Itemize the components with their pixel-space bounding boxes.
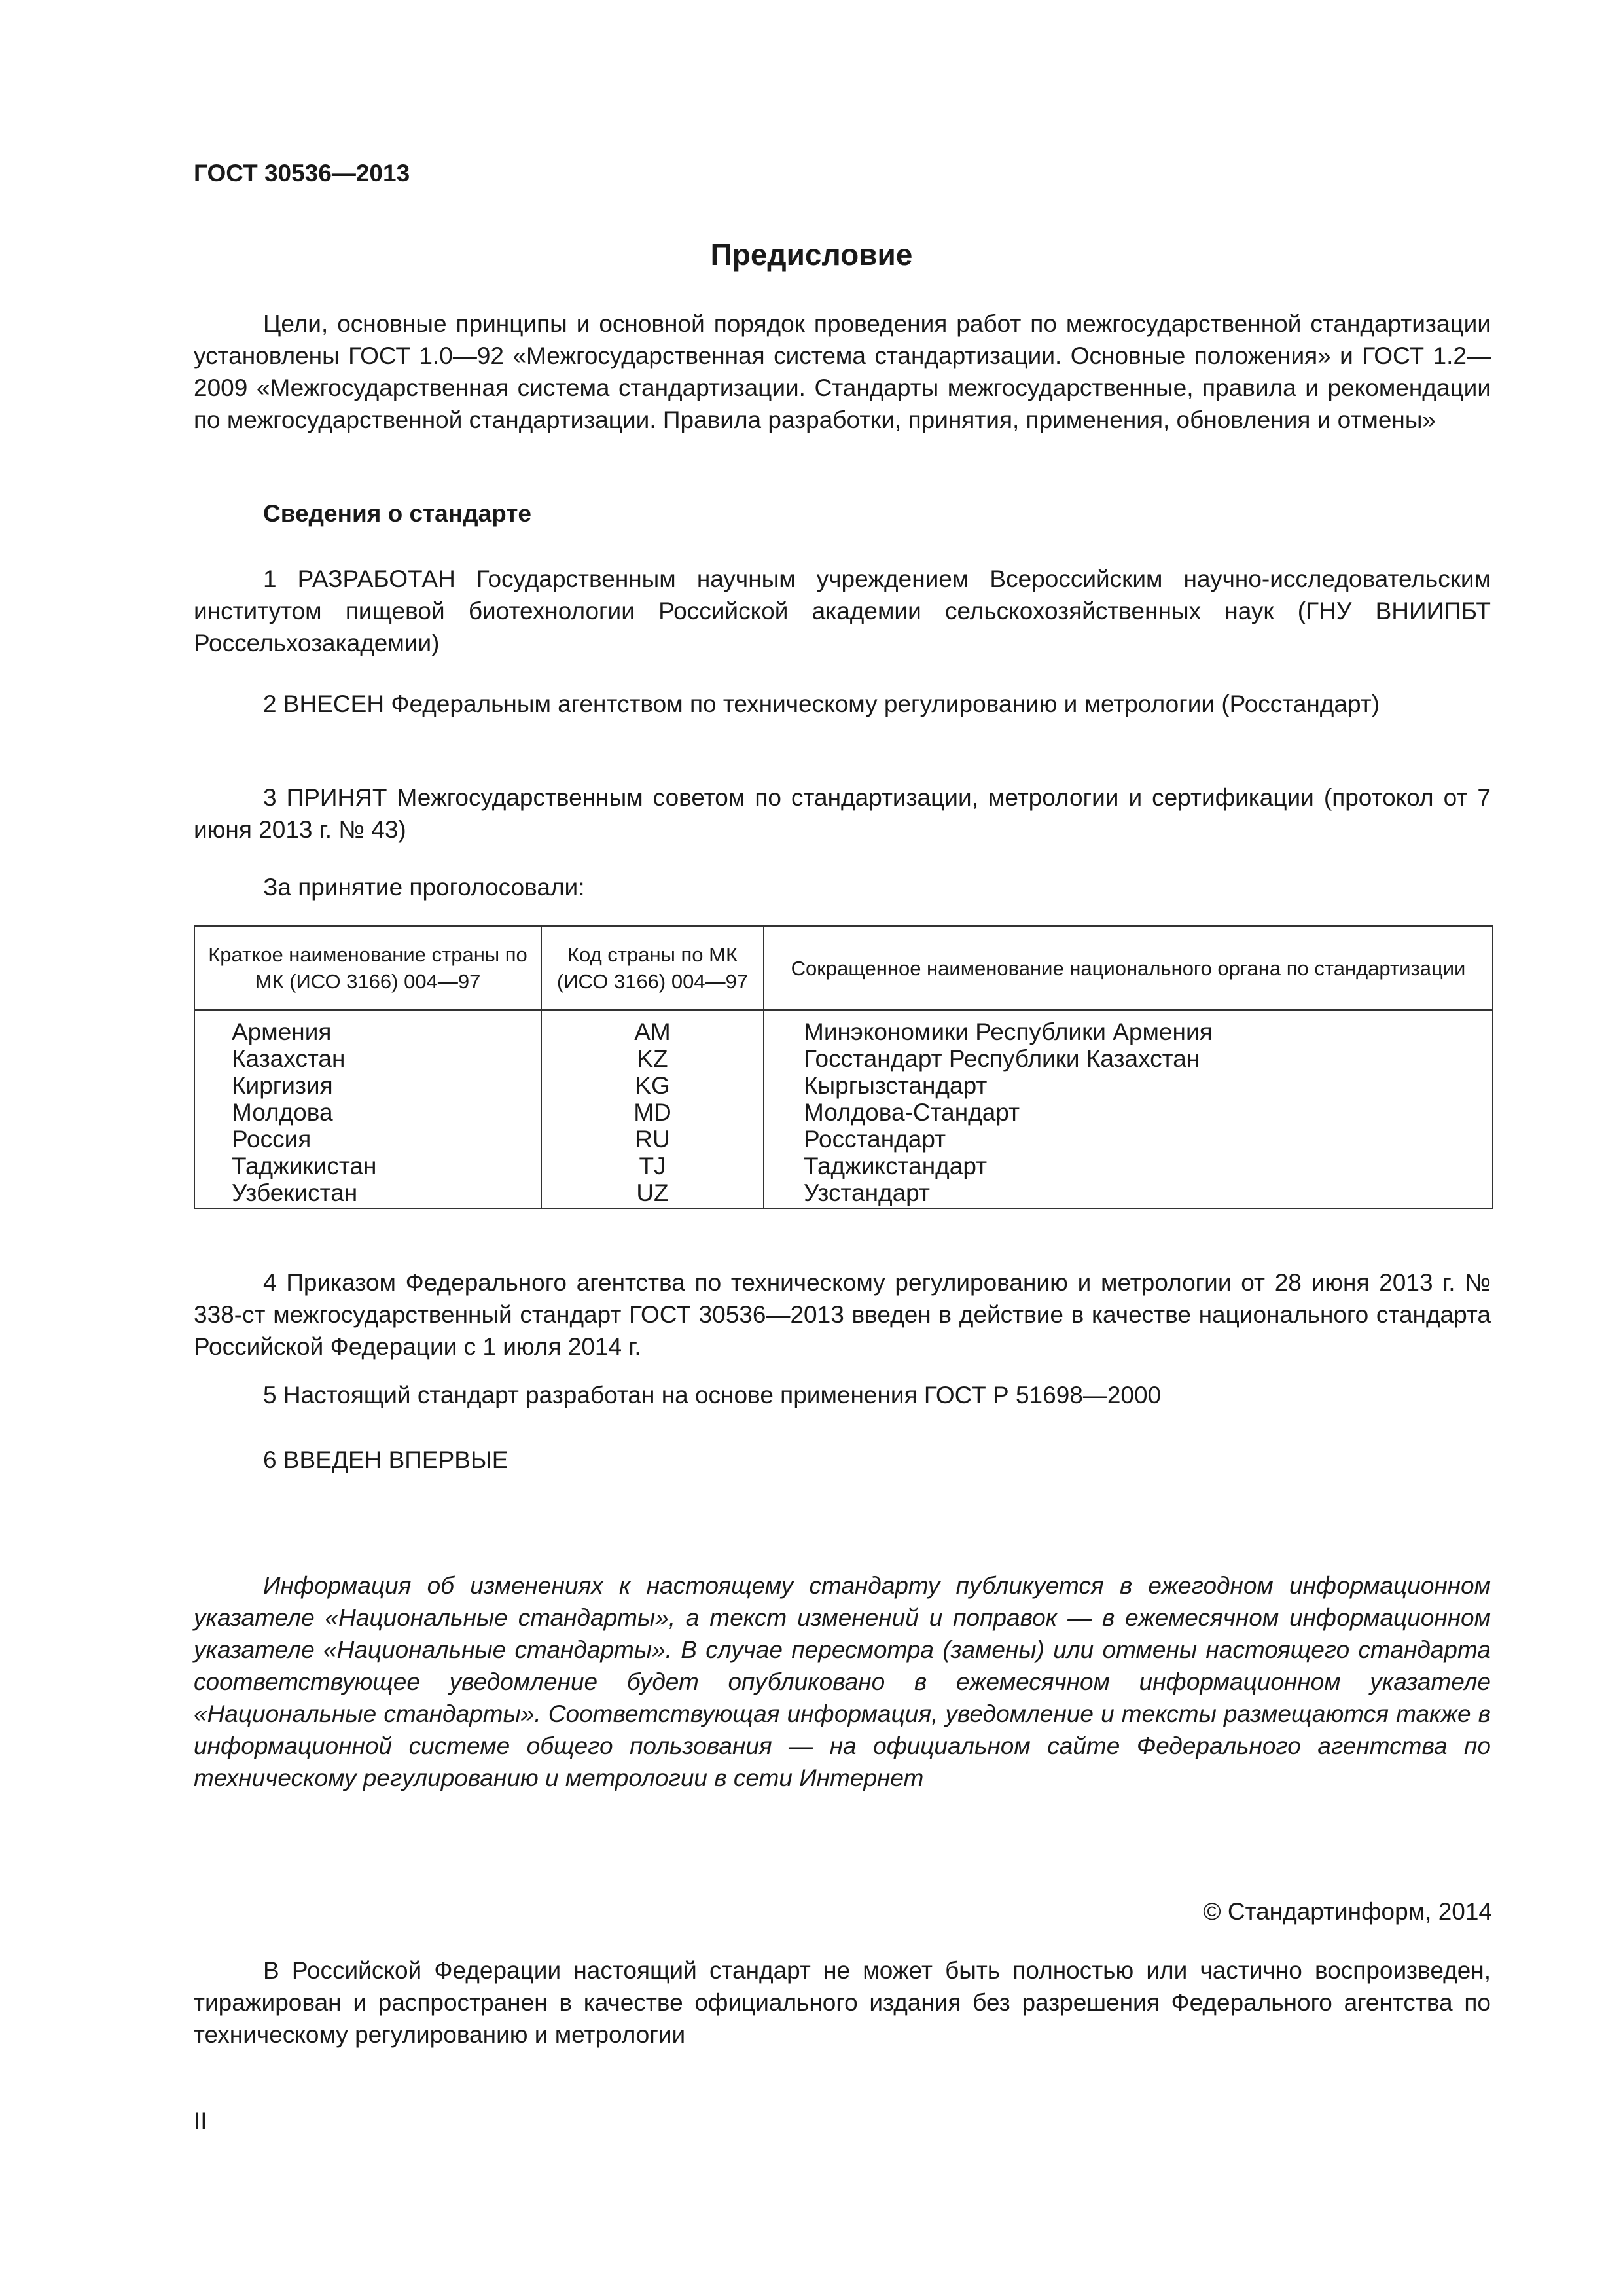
item-5 (194, 1379, 1491, 1411)
standards-body: Молдова-Стандарт (764, 1099, 1493, 1126)
standards-body: Узстандарт (764, 1179, 1493, 1208)
country-code: AM (541, 1010, 764, 1045)
country-code: TJ (541, 1153, 764, 1179)
country-name: Молдова (194, 1099, 541, 1126)
item-1 (194, 563, 1491, 659)
page-title: Предисловие (710, 238, 913, 272)
country-name: Киргизия (194, 1072, 541, 1099)
country-code: MD (541, 1099, 764, 1126)
country-code: KG (541, 1072, 764, 1099)
item-4-text: 4 Приказом Федерального агентства по техническому регулированию и метрологии от 28 июня 2013 г. № 338-ст межгосударственный стандарт ГОСТ 30536—2013 введен в действие в качестве национального стандарта Российской Федерации с 1 июля 2014 г. (194, 1269, 1491, 1360)
changes-info (194, 1570, 1491, 1794)
standards-body: Минэкономики Республики Армения (764, 1010, 1493, 1045)
section-heading: Сведения о стандарте (263, 500, 531, 527)
reproduction-notice (194, 1954, 1491, 2051)
table-row (194, 1010, 1493, 1045)
country-name: Казахстан (194, 1045, 541, 1072)
standards-body: Кыргызстандарт (764, 1072, 1493, 1099)
voted-intro: За принятие проголосовали: (263, 874, 585, 901)
item-3 (194, 781, 1491, 846)
item-5-text: 5 Настоящий стандарт разработан на основе применения ГОСТ Р 51698—2000 (263, 1382, 1162, 1408)
changes-info-text: Информация об изменениях к настоящему стандарту публикуется в ежегодном информационном указателе «Национальные стандарты», а текст изменений и поправок — в ежемесячном информационном указателе «Национальные стандарты». В случае пересмотра (замены) или отмены настоящего стандарта соответствующее уведомление будет опубликовано в ежемесячном информационном указателе «Национальные стандарты». Соответствующая информация, уведомление и тексты размещаются также в информационной системе общего пользования — на официальном сайте Федерального агентства по техническому регулированию и метрологии в сети Интернет (194, 1572, 1491, 1791)
table-header-code: Код страны по МК (ИСО 3166) 004—97 (541, 926, 764, 1010)
table-header-row (194, 926, 1493, 1010)
member-countries-table (194, 925, 1493, 1209)
intro-paragraph (194, 308, 1491, 436)
copyright: © Стандартинформ, 2014 (1203, 1898, 1492, 1925)
page-number: II (194, 2108, 207, 2134)
table-row (194, 1099, 1493, 1126)
item-1-text: 1 РАЗРАБОТАН Государственным научным учреждением Всероссийским научно-исследовательским институтом пищевой биотехнологии Российской академии сельскохозяйственных наук (ГНУ ВНИИПБТ Россельхозакадемии) (194, 565, 1491, 656)
country-code: RU (541, 1126, 764, 1153)
country-name: Армения (194, 1010, 541, 1045)
table-row (194, 1072, 1493, 1099)
item-6-text: 6 ВВЕДЕН ВПЕРВЫЕ (263, 1446, 508, 1473)
item-2 (194, 688, 1491, 720)
table-row (194, 1153, 1493, 1179)
country-code: UZ (541, 1179, 764, 1208)
item-4 (194, 1266, 1491, 1363)
item-2-text: 2 ВНЕСЕН Федеральным агентством по техническому регулированию и метрологии (Росстандарт) (263, 691, 1380, 717)
country-name: Таджикистан (194, 1153, 541, 1179)
item-3-text: 3 ПРИНЯТ Межгосударственным советом по стандартизации, метрологии и сертификации (протокол от 7 июня 2013 г. № 43) (194, 784, 1491, 843)
reproduction-notice-text: В Российской Федерации настоящий стандарт не может быть полностью или частично воспроизведен, тиражирован и распространен в качестве официального издания без разрешения Федерального агентства по техническому регулированию и метрологии (194, 1957, 1491, 2048)
country-name: Узбекистан (194, 1179, 541, 1208)
table-header-country: Краткое наименование страны по МК (ИСО 3166) 004—97 (194, 926, 541, 1010)
standards-body: Таджикстандарт (764, 1153, 1493, 1179)
intro-paragraph-text: Цели, основные принципы и основной порядок проведения работ по межгосударственной стандартизации установлены ГОСТ 1.0—92 «Межгосударственная система стандартизации. Основные положения» и ГОСТ 1.2—2009 «Межгосударственная система стандартизации. Стандарты межгосударственные, правила и рекомендации по межгосударственной стандартизации. Правила разработки, принятия, применения, обновления и отмены» (194, 310, 1491, 433)
standards-body: Росстандарт (764, 1126, 1493, 1153)
country-code: KZ (541, 1045, 764, 1072)
country-name: Россия (194, 1126, 541, 1153)
standards-body: Госстандарт Республики Казахстан (764, 1045, 1493, 1072)
table-header-body: Сокращенное наименование национального органа по стандартизации (764, 926, 1493, 1010)
table-row (194, 1179, 1493, 1208)
item-6 (194, 1444, 1491, 1476)
table-row (194, 1045, 1493, 1072)
standard-code: ГОСТ 30536—2013 (194, 160, 410, 187)
table-row (194, 1126, 1493, 1153)
